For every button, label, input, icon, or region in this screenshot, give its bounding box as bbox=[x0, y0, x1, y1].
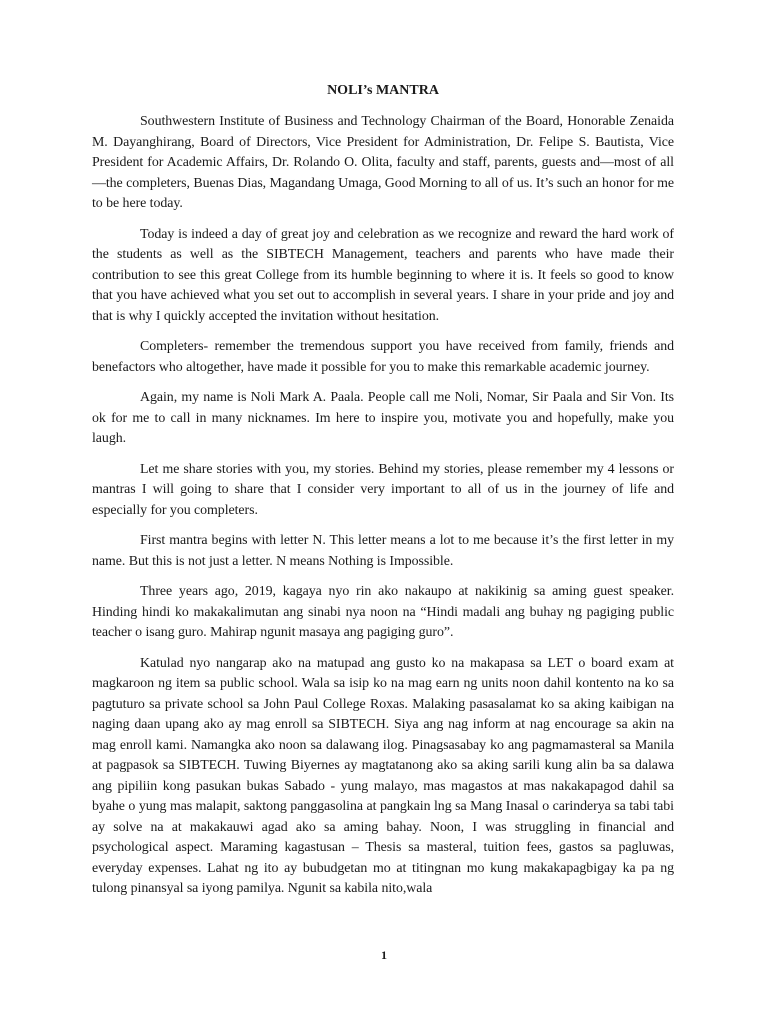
page-number: 1 bbox=[381, 948, 387, 962]
paragraph-first-mantra: First mantra begins with letter N. This letter means a lot to me because it’s the first letter in my name. But this is not just a letter. N means Nothing is Impossible. bbox=[92, 533, 674, 569]
document-page bbox=[92, 82, 674, 910]
document-title: NOLI’s MANTRA bbox=[327, 83, 439, 98]
paragraph-stories: Let me share stories with you, my stories. Behind my stories, please remember my 4 lessons or mantras I will going to share that I consider very important to all of us in the journey of life and especially for you completers. bbox=[92, 461, 674, 518]
paragraph-introduction: Again, my name is Noli Mark A. Paala. People call me Noli, Nomar, Sir Paala and Sir Von. Its ok for me to call in many nicknames. Im here to inspire you, motivate you and hopefully, make you laugh. bbox=[92, 390, 674, 446]
paragraph-celebration: Today is indeed a day of great joy and celebration as we recognize and reward the hard work of the students as well as the SIBTECH Management, teachers and parents who have made their contribution to see this great College from its humble beginning to where it is. It feels so good to know that you have achieved what you set out to accomplish in several years. I share in your pride and joy and that is why I quickly accepted the invitation without hesitation. bbox=[92, 226, 674, 324]
paragraph-completers: Completers- remember the tremendous support you have received from family, friends and benefactors who altogether, have made it possible for you to make this remarkable academic journey. bbox=[92, 339, 674, 375]
paragraph-three-years-ago: Three years ago, 2019, kagaya nyo rin ako nakaupo at nakikinig sa aming guest speaker. Hinding hindi ko makakalimutan ang sinabi nya noon na “Hindi madali ang buhay ng pagiging public teacher o isang guro. Mahirap ngunit masaya ang pagiging guro”. bbox=[92, 584, 674, 640]
paragraph-greeting: Southwestern Institute of Business and Technology Chairman of the Board, Honorable Zenaida M. Dayanghirang, Board of Directors, Vice President for Administration, Dr. Felipe S. Bautista, Vice President for Academic Affairs, Dr. Rolando O. Olita, faculty and staff, parents, guests and—most of all—the completers, Buenas Dias, Magandang Umaga, Good Morning to all of us. It’s such an honor for me to be here today. bbox=[92, 114, 674, 211]
paragraph-katulad-nyo: Katulad nyo nangarap ako na matupad ang gusto ko na makapasa sa LET o board exam at magkaroon ng item sa public school. Wala sa isip ko na mag earn ng units noon dahil kontento na ko sa pagtuturo sa private school sa John Paul College Roxas. Malaking pasasalamat ko sa aking kaibigan na naging daan upang ako ay mag enroll sa SIBTECH. Siya ang nag inform at nag encourage sa akin na mag enroll kami. Namangka ako noon sa dalawang ilog. Pinagsasabay ko ang pagmamasteral sa Manila at pagpasok sa SIBTECH. Tuwing Biyernes ay magtatanong ako sa aking sarili kung alin ba sa dalawa ang pipiliin kong pasukan bukas Sabado - yung malayo, mas magastos at mas nakakapagod dahil sa byahe o yung mas malapit, saktong panggasolina at pangkain lng sa Mang Inasal o carinderya sa tabi tabi ay solve na at makakauwi agad ako sa aming bahay. Noon, I was struggling in financial and psychological aspect. Maraming kagastusan – Thesis sa masteral, tuition fees, gastos sa pagluwas, everyday expenses. Lahat ng ito ay bubudgetan mo at titingnan mo kung makakapagbigay ka pa ng tulong pinansyal sa iyong pamilya. Ngunit sa kabila nito,wala bbox=[92, 655, 674, 896]
